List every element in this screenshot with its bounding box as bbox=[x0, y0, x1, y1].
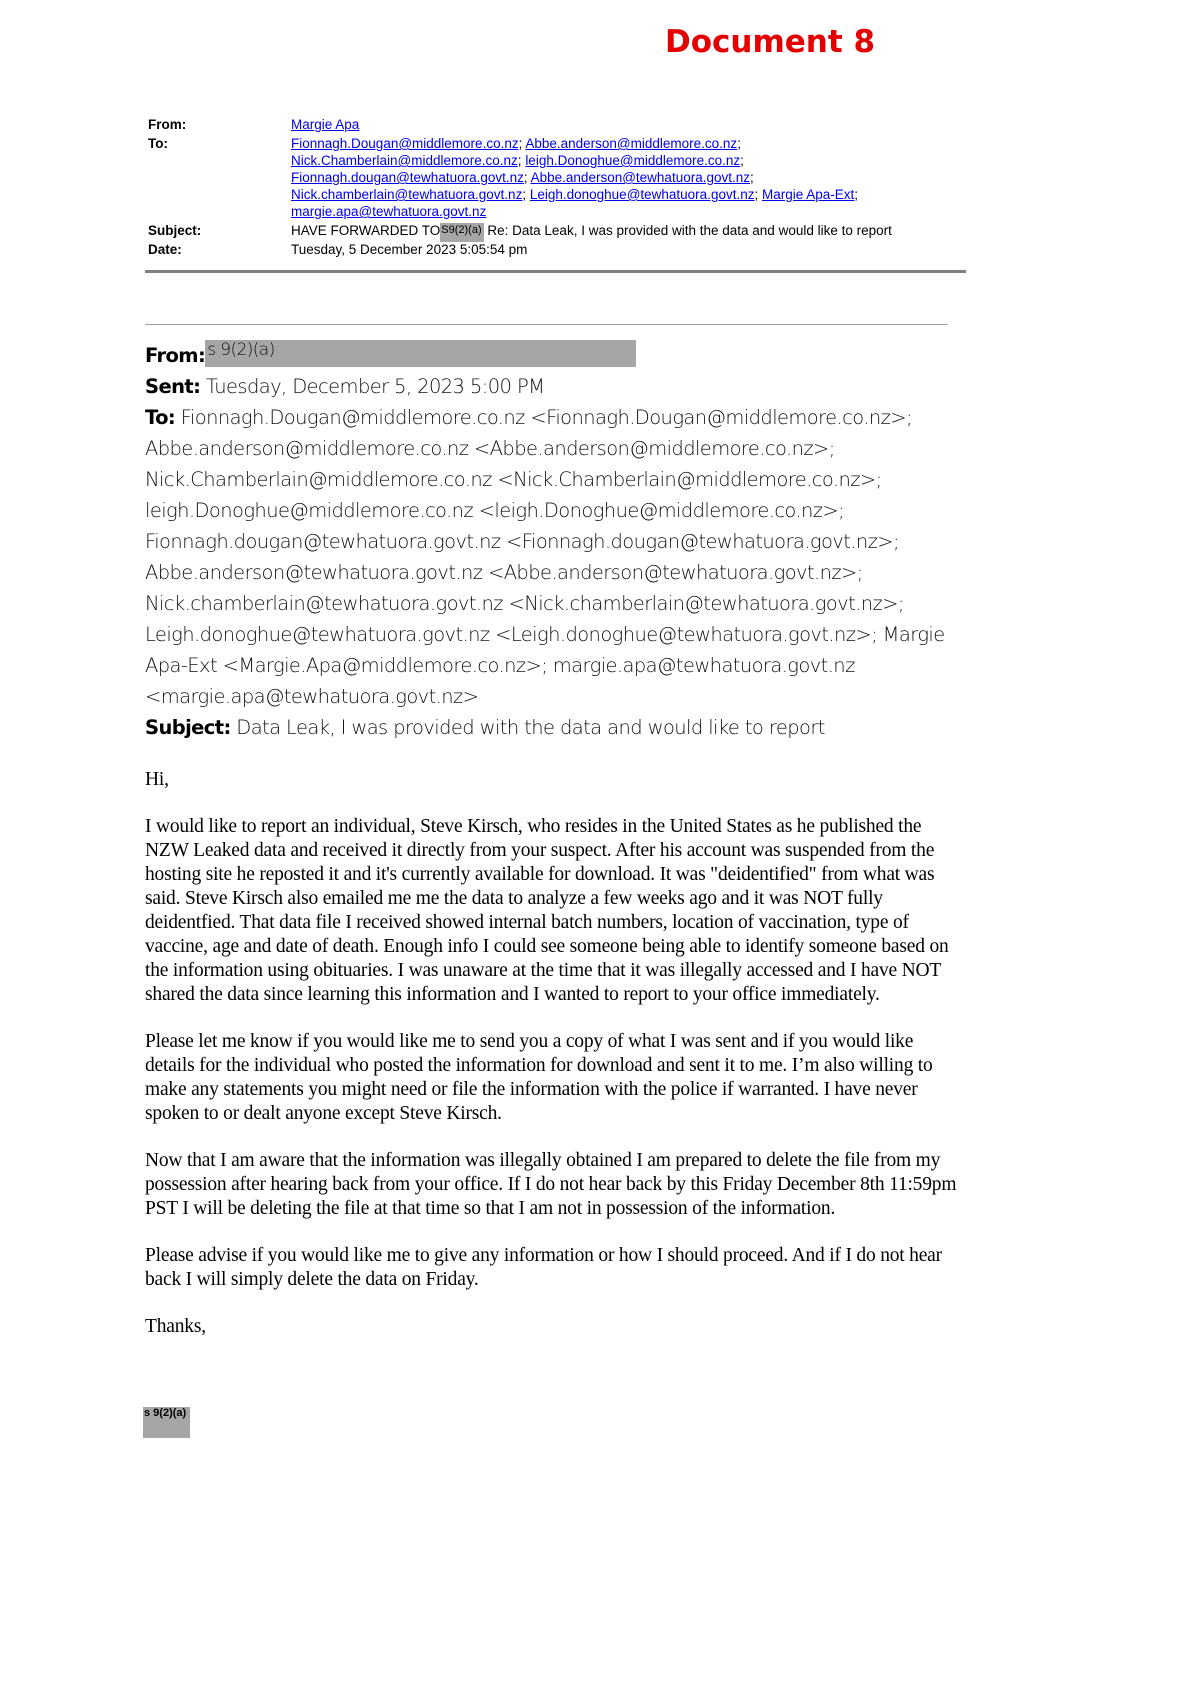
subject-label: Subject: bbox=[148, 223, 202, 238]
body-paragraph: Please advise if you would like me to give any information or how I should proceed. And if I do not hear back I will simply delete the data on Friday. bbox=[145, 1245, 942, 1290]
message-body bbox=[145, 768, 965, 1362]
recipient-link[interactable]: margie.apa@tewhatuora.govt.nz bbox=[291, 204, 487, 219]
recipient-link[interactable]: Nick.chamberlain@tewhatuora.govt.nz bbox=[291, 187, 523, 202]
document-title: Document 8 bbox=[665, 24, 876, 60]
orig-subject-value: Data Leak, I was provided with the data and would like to report bbox=[236, 716, 825, 739]
recipient-link[interactable]: Fionnagh.dougan@tewhatuora.govt.nz bbox=[291, 170, 524, 185]
from-label: From: bbox=[148, 117, 187, 132]
recipient-link[interactable]: Margie Apa-Ext bbox=[761, 187, 855, 202]
recipient-link[interactable]: Abbe.anderson@middlemore.co.nz bbox=[525, 136, 738, 151]
orig-subject-label: Subject: bbox=[145, 716, 231, 739]
recipient-link[interactable]: Nick.Chamberlain@middlemore.co.nz bbox=[291, 153, 518, 168]
sent-label: Sent: bbox=[145, 375, 201, 398]
orig-to-value: Fionnagh.Dougan@middlemore.co.nz <Fionnagh.Dougan@middlemore.co.nz>; Abbe.anderson@middlemore.co.nz <Abbe.anderson@middlemore.co.nz>; Nick.Chamberlain@middlemore.co.nz <Nick.Chamberlain@middlemore.co.nz>; leigh.Donoghue@middlemore.co.nz <leigh.Donoghue@middlemore.co.nz>; Fionnagh.dougan@tewhatuora.govt.nz <Fionnagh.dougan@tewhatuora.govt.nz>; Abbe.anderson@tewhatuora.govt.nz <Abbe.anderson@tewhatuora.govt.nz>; Nick.chamberlain@tewhatuora.govt.nz <Nick.chamberlain@tewhatuora.govt.nz>; Leigh.donoghue@tewhatuora.govt.nz <Leigh.donoghue@tewhatuora.govt.nz>; Margie Apa-Ext <Margie.Apa@middlemore.co.nz>; margie.apa@tewhatuora.govt.nz <margie.apa@tewhatuora.govt.nz> bbox=[145, 406, 945, 708]
sent-value: Tuesday, December 5, 2023 5:00 PM bbox=[205, 375, 545, 398]
redaction-box: s 9(2)(a) bbox=[205, 340, 636, 367]
to-recipients: Fionnagh.Dougan@middlemore.co.nz; Abbe.anderson@middlemore.co.nz; Nick.Chamberlain@middlemore.co.nz; leigh.Donoghue@middlemore.co.nz; Fionnagh.dougan@tewhatuora.govt.nz; Abbe.anderson@tewhatuora.govt.nz; Nick.chamberlain@tewhatuora.govt.nz; Leigh.donoghue@tewhatuora.govt.nz; Margie Apa-Ext; margie.apa@tewhatuora.govt.nz bbox=[291, 136, 859, 219]
orig-to-label: To: bbox=[145, 406, 176, 429]
from-link[interactable]: Margie Apa bbox=[291, 117, 360, 132]
recipient-link[interactable]: leigh.Donoghue@middlemore.co.nz bbox=[525, 153, 741, 168]
header-divider bbox=[145, 270, 966, 273]
closing: Thanks, bbox=[145, 1316, 206, 1337]
recipient-link[interactable]: Abbe.anderson@tewhatuora.govt.nz bbox=[530, 170, 750, 185]
original-divider bbox=[145, 324, 948, 325]
redaction-box: S9(2)(a) bbox=[440, 223, 483, 242]
greeting: Hi, bbox=[145, 769, 169, 790]
date-value: Tuesday, 5 December 2023 5:05:54 pm bbox=[291, 242, 528, 257]
body-paragraph: Please let me know if you would like me to send you a copy of what I was sent and if you would like details for the individual who posted the information for download and sent it to me. I’m also willing to make any statements you might need or file the information with the police if warranted. I have never spoken to or dealt anyone except Steve Kirsch. bbox=[145, 1031, 933, 1124]
subject-rest: Re: Data Leak, I was provided with the data and would like to report bbox=[487, 223, 892, 238]
subject-value bbox=[291, 222, 931, 239]
to-label: To: bbox=[148, 136, 168, 151]
signature-redaction: s 9(2)(a) bbox=[143, 1407, 190, 1438]
forward-header bbox=[148, 116, 931, 258]
body-paragraph: Now that I am aware that the information was illegally obtained I am prepared to delete the file from my possession after hearing back from your office. If I do not hear back by this Friday December 8th 11:59pm PST I will be deleting the file at that time so that I am not in possession of the information. bbox=[145, 1150, 957, 1219]
date-label: Date: bbox=[148, 242, 182, 257]
recipient-link[interactable]: Leigh.donoghue@tewhatuora.govt.nz bbox=[529, 187, 755, 202]
subject-prefix: HAVE FORWARDED TO bbox=[291, 223, 441, 238]
recipient-link[interactable]: Fionnagh.Dougan@middlemore.co.nz bbox=[291, 136, 519, 151]
body-paragraph: I would like to report an individual, Steve Kirsch, who resides in the United States as he published the NZW Leaked data and received it directly from your suspect. After his account was suspended from the hosting site he reposted it and it's currently available for download. It was "deidentified" from what was said. Steve Kirsch also emailed me me the data to analyze a few weeks ago and it was NOT fully deidentfied. That data file I received showed internal batch numbers, location of vaccination, type of vaccine, age and date of death. Enough info I could see someone being able to identify someone based on the information using obituaries. I was unaware at the time that it was illegally accessed and I have NOT shared the data since learning this information and I wanted to report to your office immediately. bbox=[145, 816, 949, 1005]
original-message-header bbox=[145, 340, 945, 743]
orig-from-label: From: bbox=[145, 344, 206, 367]
